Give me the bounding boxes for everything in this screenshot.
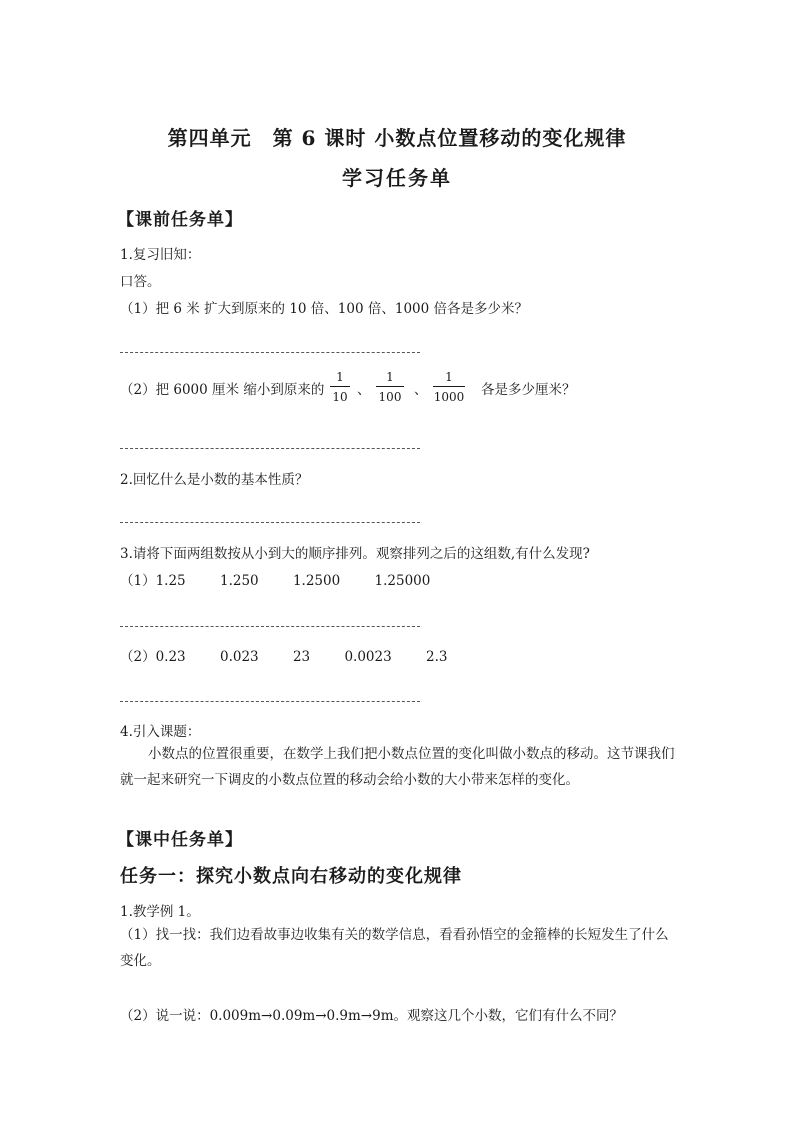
question-2: 2.回忆什么是小数的基本性质？ [120, 472, 309, 488]
task-1-heading: 任务一：探究小数点向右移动的变化规律 [120, 866, 462, 887]
question-4-paragraph: 小数点的位置很重要，在数学上我们把小数点位置的变化叫做小数点的移动。这节课我们就一起来研究一下调皮的小数点位置的移动会给小数的大小带来怎样的变化。 [120, 746, 675, 788]
fraction-separator: 、 [357, 382, 371, 398]
page-title: 第四单元 第 6 课时 小数点位置移动的变化规律 [167, 126, 627, 150]
question-3-1: （1）1.25 1.250 1.2500 1.25000 [120, 573, 431, 589]
answer-line [120, 701, 420, 702]
question-1-2-prefix: （2）把 6000 厘米 缩小到原来的 [120, 382, 325, 398]
fraction-1-1000 [433, 371, 465, 403]
fraction-separator: 、 [414, 382, 428, 398]
answer-line [120, 448, 420, 449]
question-3: 3.请将下面两组数按从小到大的顺序排列。观察排列之后的这组数,有什么发现? [120, 546, 590, 562]
question-1-instruction: 口答。 [120, 274, 161, 290]
answer-line [120, 352, 420, 353]
fraction-denominator: 1000 [433, 390, 465, 404]
fraction-numerator: 1 [386, 370, 394, 384]
question-4: 4.引入课题： [120, 724, 201, 740]
fraction-numerator: 1 [445, 370, 453, 384]
question-1-label: 1.复习旧知： [120, 247, 201, 263]
page-subtitle: 学习任务单 [342, 166, 452, 190]
fraction-1-100 [376, 371, 404, 403]
question-3-2: （2）0.23 0.023 23 0.0023 2.3 [120, 649, 448, 665]
in-class-heading: 【课中任务单】 [117, 830, 243, 850]
question-1-1: （1）把 6 米 扩大到原来的 10 倍、100 倍、1000 倍各是多少米？ [120, 301, 529, 317]
question-1-2-suffix: 各是多少厘米？ [481, 382, 576, 398]
answer-line [120, 626, 420, 627]
example-1-1: （1）找一找：我们边看故事边收集有关的数学信息，看看孙悟空的金箍棒的长短发生了什么变化。 [120, 927, 669, 969]
fraction-denominator: 10 [332, 390, 348, 404]
example-1-label: 1.教学例 1。 [120, 904, 200, 920]
fraction-denominator: 100 [378, 390, 402, 404]
example-1-2: （2）说一说：0.009m→0.09m→0.9m→9m。观察这几个小数，它们有什么不同？ [120, 1008, 623, 1024]
answer-line [120, 522, 420, 523]
pre-class-heading: 【课前任务单】 [117, 210, 243, 230]
fraction-numerator: 1 [336, 370, 344, 384]
fraction-1-10 [330, 371, 350, 403]
